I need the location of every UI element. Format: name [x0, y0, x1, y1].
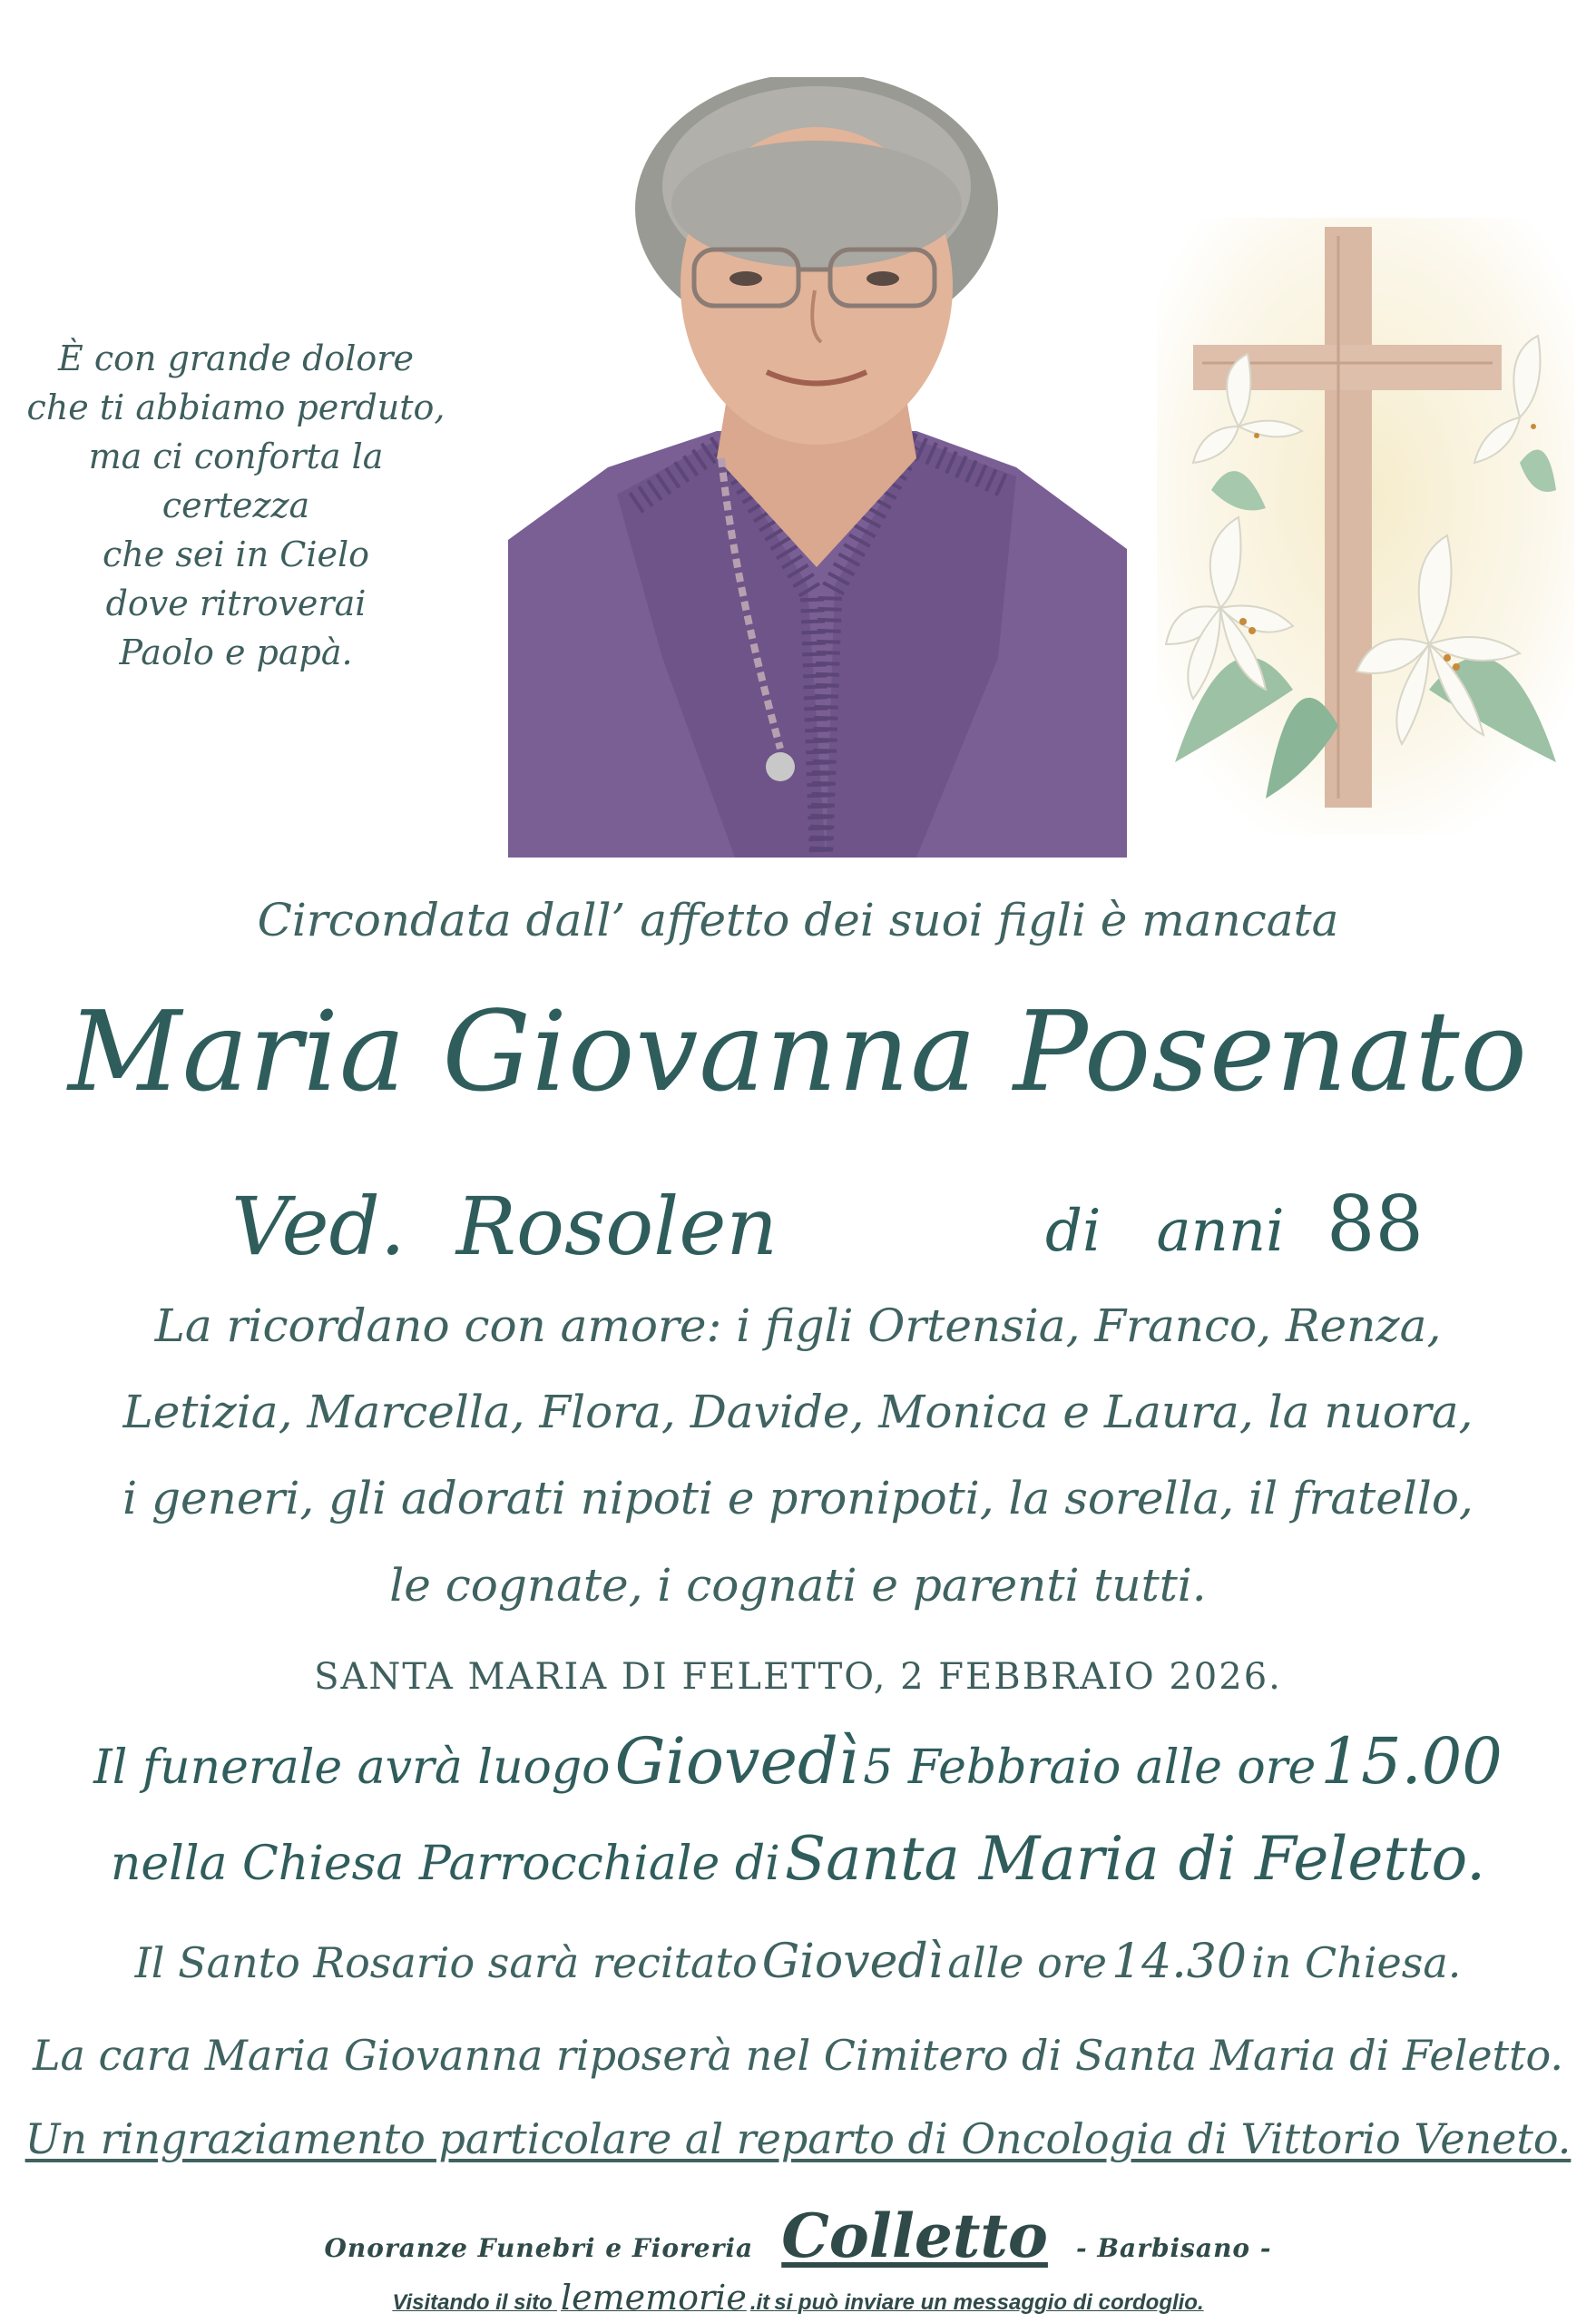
verse-line: che ti abbiamo perduto, [26, 387, 446, 427]
verse-line: che sei in Cielo [103, 534, 369, 574]
age-value: 88 [1327, 1180, 1424, 1269]
funeral-agency [0, 2200, 1596, 2271]
mourners-line: La ricordano con amore: i figli Ortensia, Franco, Renza, [154, 1299, 1442, 1352]
widow-of: Ved. Rosolen [231, 1180, 778, 1273]
verse-line: ma ci conforta la certezza [88, 436, 384, 525]
cross-lilies-illustration [1157, 218, 1574, 835]
intro-line: Circondata dall’ affetto dei suoi figli è mancata [257, 894, 1339, 946]
age-label: di anni [1045, 1198, 1285, 1265]
mourners-line: i generi, gli adorati nipoti e pronipoti, la sorella, il fratello, [122, 1472, 1474, 1524]
thanks-note: Un ringraziamento particolare al reparto di Oncologia di Vittorio Veneto. [24, 2114, 1572, 2163]
church-prefix: nella Chiesa Parrocchiale di [110, 1837, 780, 1891]
rosary-day: Giovedì [761, 1935, 944, 1989]
rosary-time: 14.30 [1111, 1935, 1247, 1989]
site-prefix: Visitando il sito [392, 2290, 553, 2315]
verse-line: È con grande dolore [58, 338, 414, 378]
mourners-line: Letizia, Marcella, Flora, Davide, Monica e Laura, la nuora, [122, 1386, 1474, 1438]
agency-prefix: Onoranze Funebri e Fioreria [324, 2233, 754, 2263]
agency-suffix: - Barbisano - [1076, 2233, 1272, 2263]
deceased-name: Maria Giovanna Posenato [68, 987, 1528, 1116]
church-info [0, 1824, 1596, 1894]
funeral-prefix: Il funerale avrà luogo [93, 1740, 611, 1795]
funeral-time: 15.00 [1320, 1724, 1503, 1799]
memorial-verse [18, 334, 454, 677]
rosary-prefix: Il Santo Rosario sarà recitato [134, 1938, 758, 1987]
funeral-day: Giovedì [614, 1724, 859, 1799]
website-note [0, 2278, 1596, 2318]
burial-info: La cara Maria Giovanna riposerà nel Cimitero di Santa Maria di Feletto. [32, 2031, 1564, 2080]
rosary-suffix: in Chiesa. [1251, 1938, 1462, 1987]
site-tld[interactable]: .it [749, 2290, 770, 2315]
verse-line: dove ritroverai [105, 583, 367, 623]
portrait-photo [508, 77, 1127, 858]
site-suffix: si può inviare un messaggio di cordoglio. [774, 2290, 1204, 2315]
church-place: Santa Maria di Feletto. [784, 1824, 1486, 1894]
rosary-info [0, 1935, 1596, 1989]
funeral-date: 5 Febbraio alle ore [863, 1740, 1317, 1795]
verse-line: Paolo e papà. [119, 632, 353, 672]
place-date: SANTA MARIA DI FELETTO, 2 FEBBRAIO 2026. [314, 1656, 1282, 1698]
agency-brand: Colletto [781, 2200, 1048, 2271]
rosary-mid: alle ore [947, 1938, 1107, 1987]
site-brand[interactable]: lememorie [560, 2278, 747, 2318]
mourners-line: le cognate, i cognati e parenti tutti. [389, 1559, 1207, 1612]
funeral-info [0, 1724, 1596, 1799]
